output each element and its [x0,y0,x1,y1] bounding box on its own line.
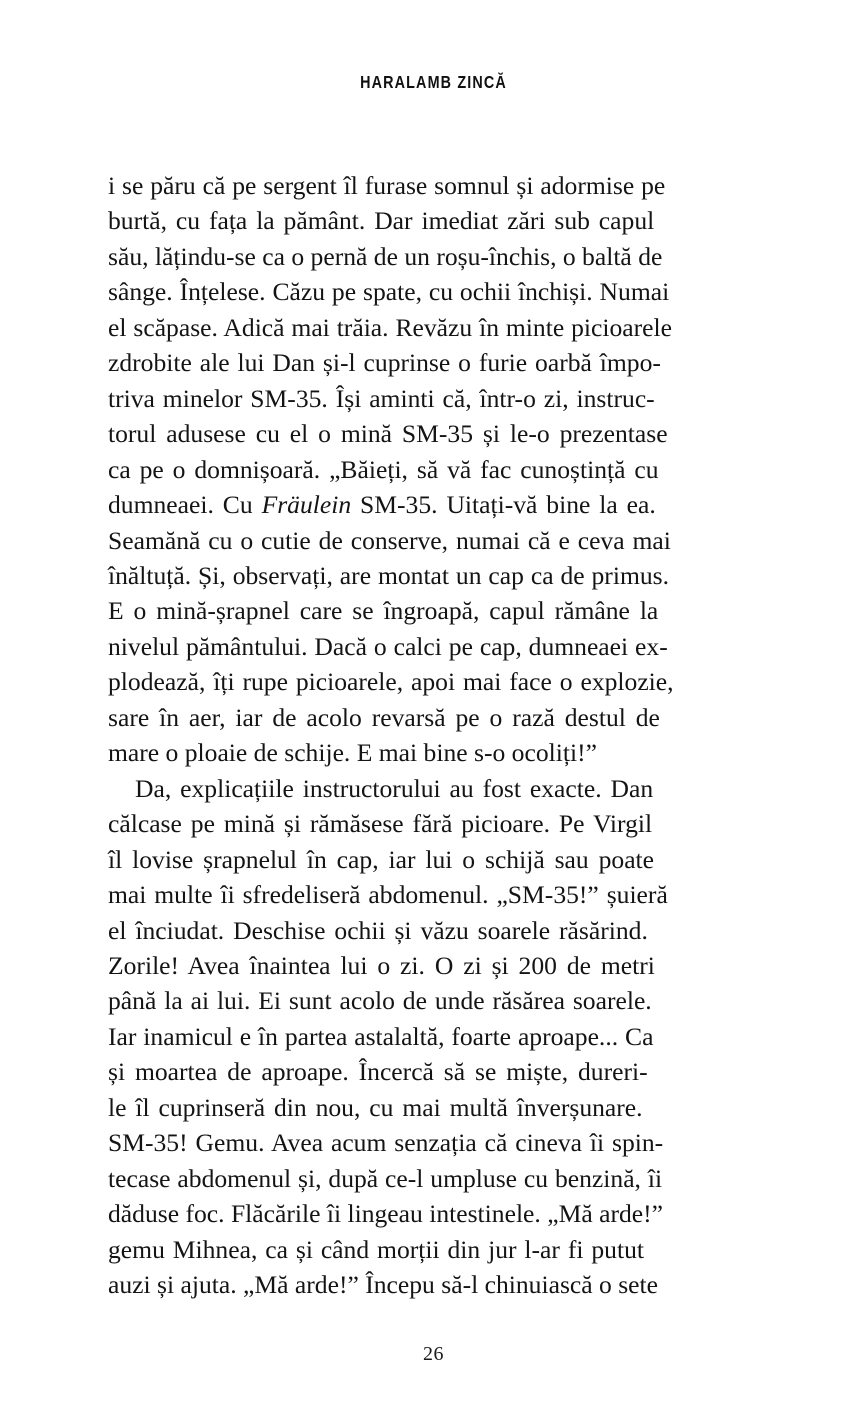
text-line: zdrobite ale lui Dan și-l cuprinse o furie oarbă împo- [108,348,661,378]
text-line: până la ai lui. Ei sunt acolo de unde răsărea soarele. [108,986,652,1016]
text-line: înăltuță. Și, observați, are montat un cap ca de primus. [108,560,670,590]
running-head: HARALAMB ZINCĂ [360,72,507,92]
text-line: torul adusese cu el o mină SM-35 și le-o prezentase [108,419,668,449]
text-line: Seamănă cu o cutie de conserve, numai că e ceva mai [108,525,671,555]
text-fragment: Da, explicațiile instructorului au fost exacte. Dan [135,773,654,803]
text-line: auzi și ajuta. „Mă arde!” Începu să-l chinuiască o sete [108,1270,659,1300]
text-line: Iar inamicul e în partea astalaltă, foarte aproape... Ca [108,1021,654,1051]
text-line: dăduse foc. Flăcările îi lingeau intestinele. „Mă arde!” [108,1199,664,1229]
text-fragment: dumneaei. Cu [108,490,262,520]
text-line: sare în aer, iar de acolo revarsă pe o rază destul de [108,702,660,732]
text-line: el înciudat. Deschise ochii și văzu soarele răsărind. [108,915,648,945]
text-line: i se păru că pe sergent îl furase somnul și adormise pe [108,171,666,200]
text-line-paragraph-end: mare o ploaie de schije. E mai bine s-o ocoliți!” [108,738,597,768]
text-line: Zorile! Avea înaintea lui o zi. O zi și 200 de metri [108,950,655,980]
text-line: ca pe o domnișoară. „Băieți, să vă fac cunoștință cu [108,454,659,484]
text-line: el scăpase. Adică mai trăia. Revăzu în minte picioarele [108,312,672,342]
text-line: SM-35! Gemu. Avea acum senzația că cineva îi spin- [108,1128,664,1158]
text-line: burtă, cu fața la pământ. Dar imediat zări sub capul [108,206,655,236]
text-line [108,487,744,522]
text-line: său, lățindu-se ca o pernă de un roșu-închis, o baltă de [108,241,663,271]
text-line: triva minelor SM-35. Își aminti că, într-o zi, instruc- [108,383,655,413]
text-line: călcase pe mină și rămăsese fără picioare. Pe Virgil [108,809,653,839]
foreign-word-italic: Fräulein [261,490,352,520]
text-line-paragraph-start [108,771,744,806]
body-text-block [108,168,744,1303]
text-line: E o mină-șrapnel care se îngroapă, capul rămâne la [108,596,659,626]
text-line: plodează, îți rupe picioarele, apoi mai face o explozie, [108,667,674,697]
text-line: mai multe îi sfredeliseră abdomenul. „SM-35!” șuieră [108,880,668,910]
text-fragment: SM-35. Uitați-vă bine la ea. [351,490,656,520]
text-line: și moartea de aproape. Încercă să se miște, dureri- [108,1057,648,1087]
text-line: le îl cuprinseră din nou, cu mai multă înverșunare. [108,1092,643,1122]
text-line: îl lovise șrapnelul în cap, iar lui o schijă sau poate [108,844,655,874]
page-number: 26 [423,1343,444,1365]
text-line: sânge. Înțelese. Căzu pe spate, cu ochii închiși. Numai [108,277,670,307]
text-line: gemu Mihnea, ca și când morții din jur l-ar fi putut [108,1234,644,1264]
text-line: nivelul pământului. Dacă o calci pe cap, dumneaei ex- [108,631,668,661]
text-line: tecase abdomenul și, după ce-l umpluse cu benzină, îi [108,1163,663,1193]
